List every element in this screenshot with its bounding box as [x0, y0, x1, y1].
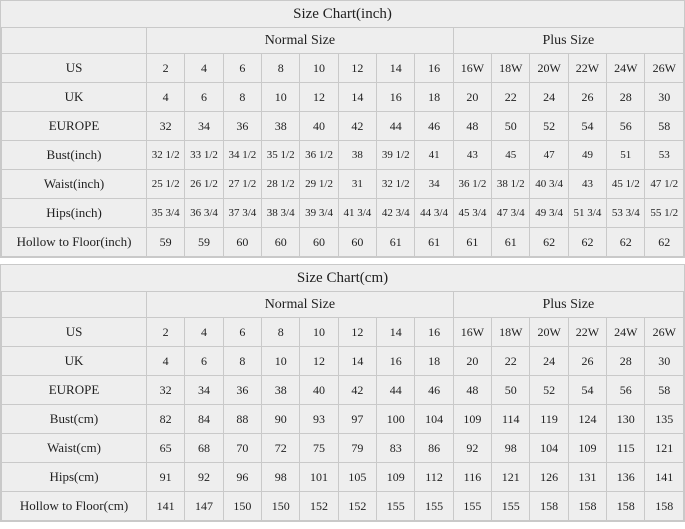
cell: 41: [415, 141, 453, 170]
cell: 152: [338, 492, 376, 521]
cell: 24: [530, 347, 568, 376]
cell: 4: [147, 83, 185, 112]
cell: 16: [415, 318, 453, 347]
cell: 109: [568, 434, 606, 463]
cell: 109: [453, 405, 491, 434]
cell: 68: [185, 434, 223, 463]
cell: 4: [185, 54, 223, 83]
cell: 115: [607, 434, 645, 463]
row-label: UK: [2, 83, 147, 112]
cell: 6: [223, 318, 261, 347]
cell: 14: [377, 54, 415, 83]
cell: 61: [377, 228, 415, 257]
cell: 98: [262, 463, 300, 492]
cell: 26W: [645, 318, 684, 347]
cell: 72: [262, 434, 300, 463]
cell: 22: [492, 83, 530, 112]
cell: 38 3/4: [262, 199, 300, 228]
row-label: EUROPE: [2, 112, 147, 141]
cell: 121: [492, 463, 530, 492]
table-row: [2, 54, 684, 83]
cell: 26: [568, 347, 606, 376]
cell: 8: [223, 347, 261, 376]
cell: 136: [607, 463, 645, 492]
cell: 16W: [453, 54, 491, 83]
cell: 18: [415, 347, 453, 376]
cell: 46: [415, 376, 453, 405]
cell: 28: [607, 83, 645, 112]
table-row: [2, 228, 684, 257]
cell: 12: [338, 54, 376, 83]
table-row: [2, 141, 684, 170]
cell: 141: [147, 492, 185, 521]
cell: 32: [147, 112, 185, 141]
cell: 22W: [568, 318, 606, 347]
cell: 44: [377, 376, 415, 405]
cell: 58: [645, 112, 684, 141]
cell: 56: [607, 112, 645, 141]
chart-title: Size Chart(inch): [2, 1, 684, 28]
cell: 26W: [645, 54, 684, 83]
cell: 58: [645, 376, 684, 405]
cell: 25 1/2: [147, 170, 185, 199]
cell: 20W: [530, 318, 568, 347]
cell: 56: [607, 376, 645, 405]
table-row: [2, 376, 684, 405]
cell: 52: [530, 376, 568, 405]
cell: 20: [453, 83, 491, 112]
cell: 14: [338, 347, 376, 376]
cell: 98: [492, 434, 530, 463]
row-label: Hollow to Floor(inch): [2, 228, 147, 257]
cell: 61: [415, 228, 453, 257]
cell: 34: [185, 112, 223, 141]
cell: 90: [262, 405, 300, 434]
cell: 38: [262, 376, 300, 405]
row-label: EUROPE: [2, 376, 147, 405]
cell: 44 3/4: [415, 199, 453, 228]
table-row: [2, 492, 684, 521]
cell: 8: [223, 83, 261, 112]
cell: 158: [607, 492, 645, 521]
cell: 61: [492, 228, 530, 257]
cell: 75: [300, 434, 338, 463]
cell: 6: [223, 54, 261, 83]
cell: 65: [147, 434, 185, 463]
cell: 36: [223, 376, 261, 405]
group-header-plus: Plus Size: [453, 292, 683, 318]
cell: 82: [147, 405, 185, 434]
cell: 18W: [492, 54, 530, 83]
cell: 116: [453, 463, 491, 492]
table-row: [2, 405, 684, 434]
cell: 121: [645, 434, 684, 463]
cell: 50: [492, 112, 530, 141]
cell: 34 1/2: [223, 141, 261, 170]
cell: 93: [300, 405, 338, 434]
cell: 62: [530, 228, 568, 257]
cell: 46: [415, 112, 453, 141]
cell: 42: [338, 376, 376, 405]
table-row: [2, 463, 684, 492]
cell: 147: [185, 492, 223, 521]
row-label: Bust(inch): [2, 141, 147, 170]
row-label: US: [2, 54, 147, 83]
cell: 49 3/4: [530, 199, 568, 228]
cell: 150: [223, 492, 261, 521]
cell: 32 1/2: [147, 141, 185, 170]
cell: 36 1/2: [453, 170, 491, 199]
cell: 62: [645, 228, 684, 257]
cell: 54: [568, 376, 606, 405]
cell: 6: [185, 347, 223, 376]
table-title-row: [2, 1, 684, 28]
cell: 39 3/4: [300, 199, 338, 228]
cell: 2: [147, 318, 185, 347]
cell: 12: [300, 83, 338, 112]
cell: 43: [453, 141, 491, 170]
cell: 36 3/4: [185, 199, 223, 228]
cell: 52: [530, 112, 568, 141]
cell: 47 3/4: [492, 199, 530, 228]
cell: 119: [530, 405, 568, 434]
cell: 40 3/4: [530, 170, 568, 199]
cell: 158: [568, 492, 606, 521]
cell: 48: [453, 112, 491, 141]
cell: 2: [147, 54, 185, 83]
cell: 8: [262, 54, 300, 83]
group-header-normal: Normal Size: [147, 292, 454, 318]
cell: 96: [223, 463, 261, 492]
cell: 26: [568, 83, 606, 112]
cell: 86: [415, 434, 453, 463]
size-chart-inch: [0, 0, 685, 258]
cell: 48: [453, 376, 491, 405]
size-table-cm: [1, 265, 684, 521]
cell: 130: [607, 405, 645, 434]
cell: 126: [530, 463, 568, 492]
table-title-row: [2, 265, 684, 292]
cell: 70: [223, 434, 261, 463]
cell: 47: [530, 141, 568, 170]
cell: 92: [453, 434, 491, 463]
row-label: Hollow to Floor(cm): [2, 492, 147, 521]
cell: 36 1/2: [300, 141, 338, 170]
table-group-row: [2, 28, 684, 54]
corner-cell: [2, 292, 147, 318]
cell: 49: [568, 141, 606, 170]
cell: 114: [492, 405, 530, 434]
row-label: Bust(cm): [2, 405, 147, 434]
group-header-normal: Normal Size: [147, 28, 454, 54]
cell: 155: [492, 492, 530, 521]
cell: 88: [223, 405, 261, 434]
cell: 112: [415, 463, 453, 492]
row-label: Waist(cm): [2, 434, 147, 463]
cell: 124: [568, 405, 606, 434]
cell: 34: [415, 170, 453, 199]
cell: 45 3/4: [453, 199, 491, 228]
cell: 42 3/4: [377, 199, 415, 228]
cell: 18: [415, 83, 453, 112]
cell: 50: [492, 376, 530, 405]
cell: 30: [645, 83, 684, 112]
cell: 135: [645, 405, 684, 434]
cell: 18W: [492, 318, 530, 347]
table-group-row: [2, 292, 684, 318]
cell: 53 3/4: [607, 199, 645, 228]
cell: 20W: [530, 54, 568, 83]
cell: 41 3/4: [338, 199, 376, 228]
cell: 62: [568, 228, 606, 257]
cell: 10: [300, 54, 338, 83]
table-row: [2, 199, 684, 228]
cell: 4: [185, 318, 223, 347]
cell: 97: [338, 405, 376, 434]
cell: 51 3/4: [568, 199, 606, 228]
cell: 24W: [607, 318, 645, 347]
cell: 10: [300, 318, 338, 347]
cell: 6: [185, 83, 223, 112]
group-header-plus: Plus Size: [453, 28, 683, 54]
cell: 47 1/2: [645, 170, 684, 199]
cell: 53: [645, 141, 684, 170]
cell: 60: [262, 228, 300, 257]
cell: 155: [377, 492, 415, 521]
cell: 16: [377, 347, 415, 376]
cell: 100: [377, 405, 415, 434]
cell: 59: [185, 228, 223, 257]
cell: 40: [300, 112, 338, 141]
cell: 22: [492, 347, 530, 376]
cell: 59: [147, 228, 185, 257]
cell: 44: [377, 112, 415, 141]
cell: 14: [377, 318, 415, 347]
cell: 28 1/2: [262, 170, 300, 199]
cell: 79: [338, 434, 376, 463]
cell: 155: [453, 492, 491, 521]
cell: 16: [377, 83, 415, 112]
cell: 104: [415, 405, 453, 434]
cell: 109: [377, 463, 415, 492]
cell: 150: [262, 492, 300, 521]
cell: 32 1/2: [377, 170, 415, 199]
row-label: UK: [2, 347, 147, 376]
cell: 30: [645, 347, 684, 376]
cell: 141: [645, 463, 684, 492]
table-row: [2, 83, 684, 112]
cell: 92: [185, 463, 223, 492]
cell: 54: [568, 112, 606, 141]
row-label: Hips(cm): [2, 463, 147, 492]
table-row: [2, 170, 684, 199]
cell: 29 1/2: [300, 170, 338, 199]
cell: 60: [300, 228, 338, 257]
cell: 28: [607, 347, 645, 376]
cell: 27 1/2: [223, 170, 261, 199]
cell: 84: [185, 405, 223, 434]
cell: 16W: [453, 318, 491, 347]
cell: 158: [645, 492, 684, 521]
cell: 37 3/4: [223, 199, 261, 228]
cell: 105: [338, 463, 376, 492]
cell: 51: [607, 141, 645, 170]
row-label: US: [2, 318, 147, 347]
cell: 38: [338, 141, 376, 170]
cell: 16: [415, 54, 453, 83]
cell: 62: [607, 228, 645, 257]
cell: 155: [415, 492, 453, 521]
cell: 22W: [568, 54, 606, 83]
cell: 36: [223, 112, 261, 141]
cell: 24W: [607, 54, 645, 83]
cell: 60: [338, 228, 376, 257]
cell: 38: [262, 112, 300, 141]
cell: 35 3/4: [147, 199, 185, 228]
cell: 8: [262, 318, 300, 347]
cell: 12: [300, 347, 338, 376]
cell: 35 1/2: [262, 141, 300, 170]
cell: 10: [262, 347, 300, 376]
cell: 45 1/2: [607, 170, 645, 199]
cell: 20: [453, 347, 491, 376]
cell: 10: [262, 83, 300, 112]
size-table-inch: [1, 1, 684, 257]
cell: 43: [568, 170, 606, 199]
cell: 61: [453, 228, 491, 257]
cell: 55 1/2: [645, 199, 684, 228]
cell: 33 1/2: [185, 141, 223, 170]
cell: 152: [300, 492, 338, 521]
cell: 14: [338, 83, 376, 112]
cell: 60: [223, 228, 261, 257]
size-chart-cm: [0, 264, 685, 522]
table-row: [2, 318, 684, 347]
cell: 38 1/2: [492, 170, 530, 199]
cell: 26 1/2: [185, 170, 223, 199]
cell: 101: [300, 463, 338, 492]
cell: 32: [147, 376, 185, 405]
cell: 104: [530, 434, 568, 463]
corner-cell: [2, 28, 147, 54]
cell: 158: [530, 492, 568, 521]
table-row: [2, 434, 684, 463]
cell: 31: [338, 170, 376, 199]
cell: 91: [147, 463, 185, 492]
cell: 39 1/2: [377, 141, 415, 170]
cell: 40: [300, 376, 338, 405]
table-row: [2, 112, 684, 141]
cell: 4: [147, 347, 185, 376]
cell: 45: [492, 141, 530, 170]
cell: 24: [530, 83, 568, 112]
row-label: Hips(inch): [2, 199, 147, 228]
chart-title: Size Chart(cm): [2, 265, 684, 292]
row-label: Waist(inch): [2, 170, 147, 199]
cell: 34: [185, 376, 223, 405]
cell: 83: [377, 434, 415, 463]
table-row: [2, 347, 684, 376]
cell: 12: [338, 318, 376, 347]
cell: 42: [338, 112, 376, 141]
cell: 131: [568, 463, 606, 492]
